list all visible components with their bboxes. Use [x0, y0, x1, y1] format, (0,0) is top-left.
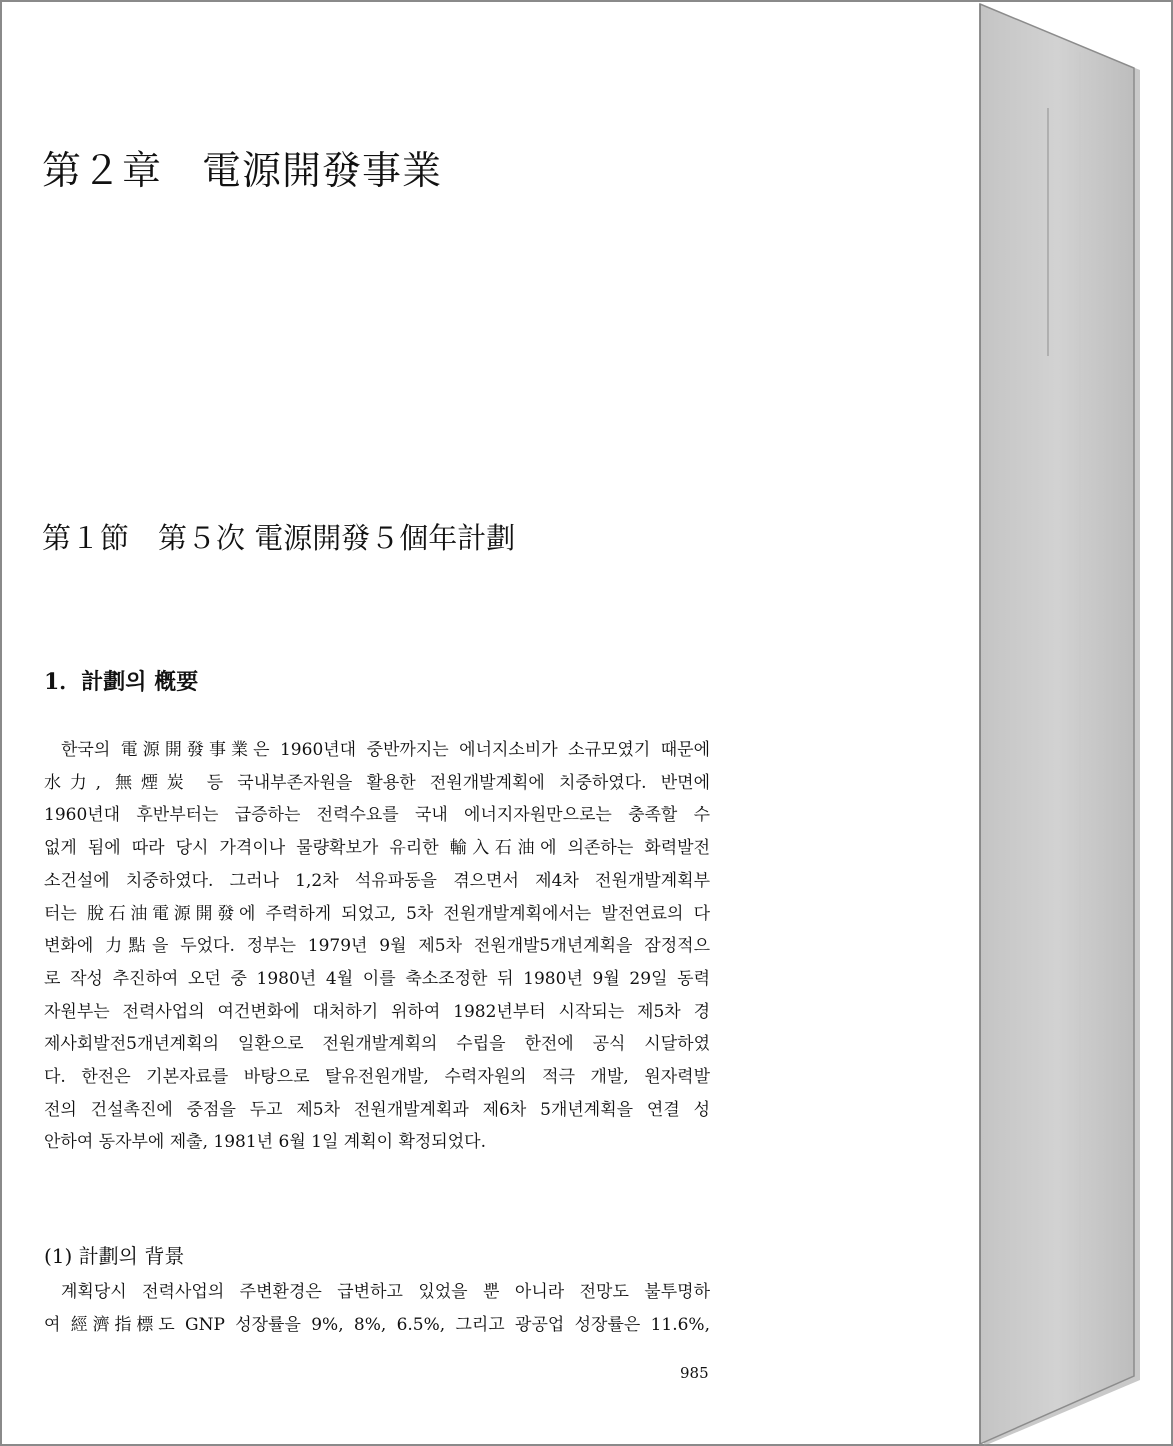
text-line: 여 經濟指標도 GNP 성장률을 9%, 8%, 6.5%, 그리고 광공업 성장률은 11.6%, — [44, 1314, 710, 1335]
page-edge-face — [980, 4, 1134, 1444]
text-line: 제사회발전5개년계획의 일환으로 전원개발계획의 수립을 한전에 공식 시달하였 — [44, 1034, 710, 1055]
text-line: 水力, 無煙炭 등 국내부존자원을 활용한 전원개발계획에 치중하였다. 반면에 — [44, 772, 710, 793]
text-line: 소건설에 치중하였다. 그러나 1,2차 석유파동을 겪으면서 제4차 전원개발계획부 — [44, 870, 710, 891]
text-line: 다. 한전은 기본자료를 바탕으로 탈유전원개발, 수력자원의 적극 개발, 원자력발 — [44, 1067, 710, 1088]
text-line: 한국의 電源開發事業은 1960년대 중반까지는 에너지소비가 소규모였기 때문에 — [61, 740, 710, 760]
text-line: 계획당시 전력사업의 주변환경은 급변하고 있었을 뿐 아니라 전망도 불투명하 — [61, 1282, 710, 1302]
page-number: 985 — [680, 1364, 709, 1382]
body-paragraph — [44, 734, 710, 1159]
chapter-title: 第２章 電源開發事業 — [42, 149, 443, 194]
text-line: 자원부는 전력사업의 여건변화에 대처하기 위하여 1982년부터 시작되는 제5차 경 — [44, 1001, 710, 1022]
subsection-title: 1．計劃의 槪要 — [44, 669, 199, 695]
text-line: 로 작성 추진하여 오던 중 1980년 4월 이를 축소조정한 뒤 1980년 9월 29일 동력 — [44, 968, 710, 989]
text-line: 없게 됨에 따라 당시 가격이나 물량확보가 유리한 輸入石油에 의존하는 화력발전 — [44, 838, 710, 859]
text-line: 터는 脫石油電源開發에 주력하게 되었고, 5차 전원개발계획에서는 발전연료의 다 — [44, 903, 710, 924]
text-line: 1960년대 후반부터는 급증하는 전력수요를 국내 에너지자원만으로는 충족할 수 — [44, 805, 710, 826]
text-line: 안하여 동자부에 제출, 1981년 6월 1일 계획이 확정되었다. — [44, 1132, 486, 1153]
text-line: 변화에 力點을 두었다. 정부는 1979년 9월 제5차 전원개발5개년계획을 잠정적으 — [44, 936, 710, 957]
body-paragraph — [44, 1276, 710, 1341]
section-title: 第１節 第５次 電源開發５個年計劃 — [42, 521, 516, 555]
text-line: 전의 건설촉진에 중점을 두고 제5차 전원개발계획과 제6차 5개년계획을 연결 성 — [44, 1099, 710, 1120]
sub-heading: (1) 計劃의 背景 — [44, 1244, 185, 1268]
